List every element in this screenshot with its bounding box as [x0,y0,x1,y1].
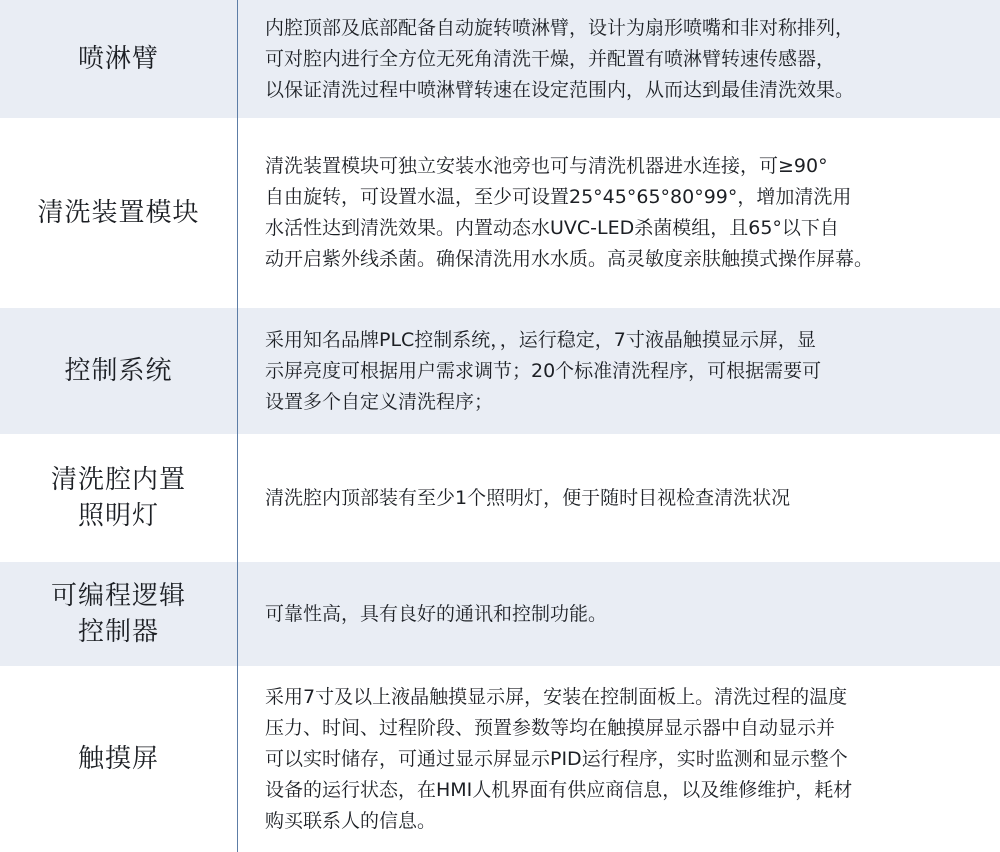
table-row [0,0,1000,118]
description-line: 动开启紫外线杀菌。确保清洗用水水质。高灵敏度亲肤触摸式操作屏幕。 [265,248,874,270]
description-line: 采用7寸及以上液晶触摸显示屏，安装在控制面板上。清洗过程的温度 [265,685,848,708]
row-description [237,599,1000,630]
description-line: 以保证清洗过程中喷淋臂转速在设定范围内，从而达到最佳清洗效果。 [265,78,855,101]
row-label-line: 触摸屏 [77,744,159,774]
description-line: 购买联系人的信息。 [265,809,437,832]
description-line: 内腔顶部及底部配备自动旋转喷淋臂，设计为扇形喷嘴和非对称排列， [265,16,855,39]
row-description [237,325,1000,418]
column-divider [237,0,238,852]
row-label-line: 可编程逻辑 [50,581,186,611]
description-line: 清洗装置模块可独立安装水池旁也可与清洗机器进水连接，可≥90° [265,155,828,177]
table-row [0,666,1000,852]
description-line: 可对腔内进行全方位无死角清洗干燥，并配置有喷淋臂转速传感器， [265,47,836,70]
table-row [0,308,1000,434]
row-label [0,462,237,534]
row-label-line: 控制系统 [64,356,173,386]
description-line: 示屏亮度可根据用户需求调节；20个标准清洗程序，可根据需要可 [265,359,822,382]
row-label [0,578,237,650]
description-line: 可以实时储存，可通过显示屏显示PID运行程序，实时监测和显示整个 [265,747,848,770]
row-label-line: 控制器 [77,617,159,647]
row-label [0,41,237,77]
row-label-line: 清洗装置模块 [37,198,200,228]
row-label [0,741,237,777]
description-line: 设备的运行状态，在HMI人机界面有供应商信息，以及维修维护，耗材 [265,778,853,801]
description-line: 压力、时间、过程阶段、预置参数等均在触摸屏显示器中自动显示并 [265,716,836,739]
row-description [237,682,1000,837]
table-row [0,434,1000,562]
row-label-line: 清洗腔内置 [50,465,186,495]
description-line: 采用知名品牌PLC控制系统，，运行稳定，7寸液晶触摸显示屏，显 [265,328,816,351]
row-description [237,13,1000,106]
description-line: 自由旋转，可设置水温，至少可设置25°45°65°80°99°，增加清洗用 [265,186,852,208]
row-label [0,353,237,389]
row-description [237,151,1000,275]
table-row [0,562,1000,666]
description-line: 设置多个自定义清洗程序； [265,390,494,413]
row-label-line: 喷淋臂 [77,44,159,74]
description-line: 清洗腔内顶部装有至少1个照明灯，便于随时目视检查清洗状况 [265,486,791,509]
table-row [0,118,1000,308]
description-line: 水活性达到清洗效果。内置动态水UVC-LED杀菌模组，且65°以下自 [265,217,839,239]
row-label [0,195,237,231]
description-line: 可靠性高，具有良好的通讯和控制功能。 [265,602,608,625]
row-description [237,483,1000,514]
row-label-line: 照明灯 [77,501,159,531]
